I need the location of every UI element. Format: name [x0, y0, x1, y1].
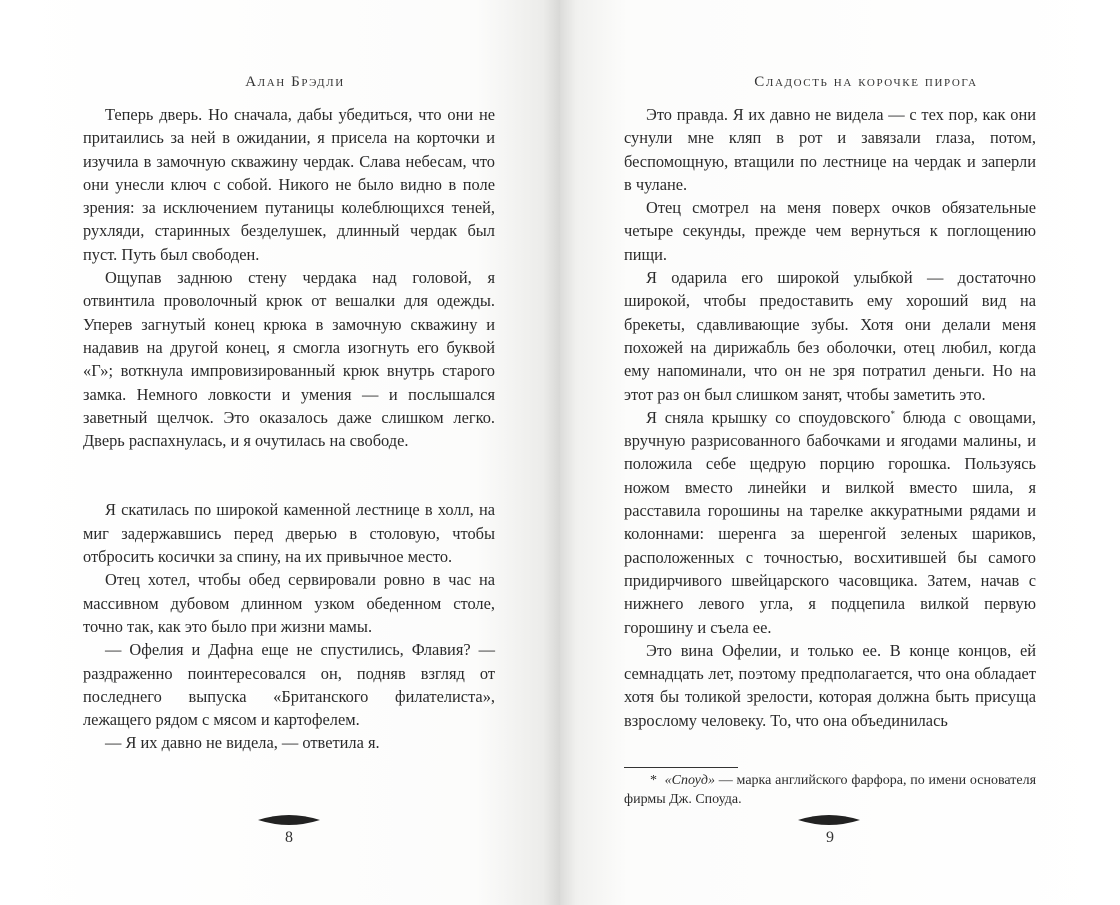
paragraph: Отец смотрел на меня поверх очков обязательные четыре секунды, прежде чем вернуться к поглощению пищи. [624, 198, 1036, 264]
paragraph [624, 406, 1036, 639]
paragraph: Я одарила его широкой улыбкой — достаточно широкой, чтобы предоставить ему хороший вид на брекеты, сдавливающие зубы. Хотя они делали меня похожей на дирижабль без оболочки, отец любил, когда ему напоминали, что он не зря потратил деньги. Но на этот раз он был слишком занят, чтобы заметить это. [624, 268, 1036, 404]
running-head-title: Сладость на корочке пирога [754, 74, 978, 90]
footnote-rule [624, 767, 738, 768]
page-number: 9 [826, 829, 834, 846]
running-head-author: Алан Брэдли [245, 74, 345, 90]
right-page [560, 0, 1120, 905]
paragraph: Теперь дверь. Но сначала, дабы убедиться, что они не притаились за ней в ожидании, я присела на корточки и изучила в замочную скважину чердак. Слава небесам, что они унесли ключ с собой. Никого не было видно в поле зрения: за исключением путаницы колеблющихся теней, рухляди, старинных безделушек, длинный чердак был пуст. Путь был свободен. [83, 105, 495, 264]
paragraph: Ощупав заднюю стену чердака над головой, я отвинтила проволочный крюк от вешалки для одежды. Уперев загнутый конец крюка в замочную скважину и надавив на другой конец, я смогла изогнуть его буквой «Г»; воткнула импровизированный крюк внутрь старого замка. Немного ловкости и умения — и послышался заветный щелчок. Это оказалось даже слишком легко. Дверь распахнулась, и я очутилась на свободе. [83, 268, 495, 451]
footnote-text: — марка английского фарфора, по имени основателя фирмы Дж. Споуда. [624, 773, 1037, 807]
page-ornament [798, 815, 860, 825]
footnote-reference: * [890, 408, 895, 419]
paragraph-rest: блюда с овощами, вручную разрисованного бабочками и ягодами малины, и положила себе щедрую порцию горошка. Пользуясь ножом вместо линейки и вилкой вместо шила, я расставила горошины на тарелке аккуратными рядами и колоннами: шеренга за шеренгой зеленых шариков, расположенных с точностью, восхитившей бы самого придирчивого швейцарского часовщика. Затем, начав с нижнего левого угла, я подцепила вилкой первую горошину и съела ее. [624, 407, 1036, 637]
right-page-text [624, 103, 1036, 732]
paragraph: Это вина Офелии, и только ее. В конце концов, ей семнадцать лет, поэтому предполагается, что она обладает хотя бы толикой зрелости, которая должна быть присуща взрослому человеку. То, что она объединилась [624, 640, 1036, 730]
paragraph: — Офелия и Дафна еще не спустились, Флавия? — раздраженно поинтересовался он, подняв взгляд от последнего выпуска «Британского филателиста», лежащего рядом с мясом и картофелем. [83, 640, 495, 730]
paragraph: Это правда. Я их давно не видела — с тех пор, как они сунули мне кляп в рот и завязали глаза, потом, беспомощную, втащили по лестнице на чердак и заперли в чулане. [624, 105, 1036, 194]
paragraph: Отец хотел, чтобы обед сервировали ровно в час на массивном дубовом длинном узком обеденном столе, точно так, как это было при жизни мамы. [83, 570, 495, 636]
footnote-term: «Споуд» [664, 773, 715, 788]
paragraph: Я скатилась по широкой каменной лестнице в холл, на миг задержавшись перед дверью в столовую, чтобы отбросить косички за спину, на их привычное место. [83, 500, 495, 567]
paragraph: — Я их давно не видела, — ответила я. [105, 733, 380, 753]
page-ornament [258, 815, 320, 825]
footnote [624, 771, 1036, 809]
left-page-text [83, 103, 495, 755]
footnote-mark: * [650, 773, 657, 788]
page-number: 8 [285, 829, 293, 846]
paragraph-start: Я сняла крышку со споудовского [646, 407, 891, 427]
